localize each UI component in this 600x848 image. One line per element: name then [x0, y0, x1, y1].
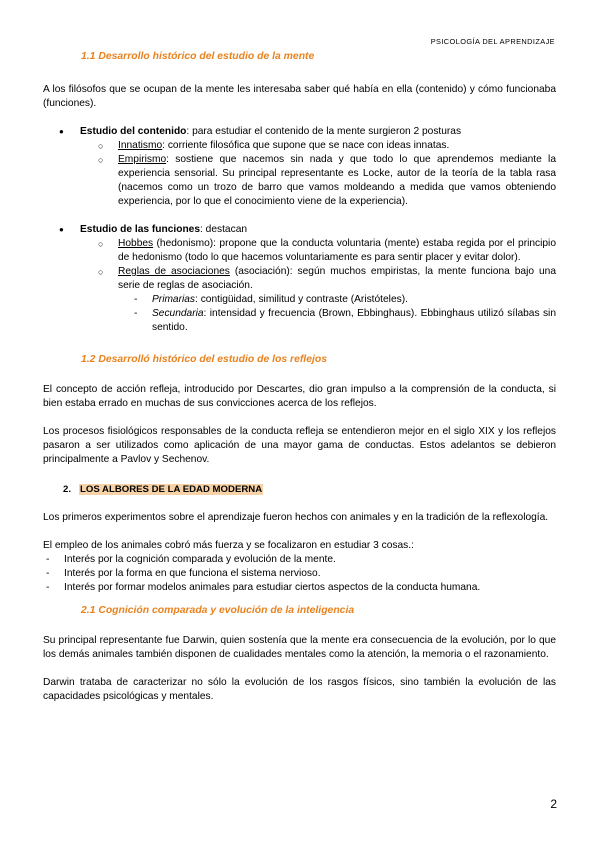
hobbes-term: Hobbes: [118, 238, 154, 249]
running-header: PSICOLOGÍA DEL APRENDIZAJE: [430, 37, 555, 46]
primarias-text: : contigüidad, similitud y contraste (Aristóteles).: [195, 294, 408, 305]
funciones-label: Estudio de las funciones: [80, 224, 201, 235]
section-1-1-title: 1.1 Desarrollo histórico del estudio de la mente: [81, 51, 315, 62]
secundaria-text: : intensidad y frecuencia (Brown, Ebbinghaus). Ebbinghaus utilizó sílabas sin sentido.: [152, 308, 556, 333]
intro-paragraph: A los filósofos que se ocupan de la mente les interesaba saber qué había en ella (contenido) y cómo funcionaba (funciones).: [43, 84, 556, 109]
page-number: 2: [550, 797, 557, 811]
moderna-paragraph-2: El empleo de los animales cobró más fuerza y se focalizaron en estudiar 3 cosas.:: [43, 540, 414, 551]
contenido-text: : para estudiar el contenido de la mente surgieron 2 posturas: [186, 126, 462, 137]
primarias-item: [43, 293, 556, 307]
section-2-heading: LOS ALBORES DE LA EDAD MODERNA: [80, 484, 263, 495]
list-item: - Interés por la forma en que funciona el sistema nervioso.: [43, 567, 556, 581]
innatismo-text: : corriente filosófica que supone que se nace con ideas innatas.: [162, 140, 450, 151]
empirismo-text: : sostiene que nacemos sin nada y que todo lo que aprendemos mediante la experiencia sensorial. Su principal representante es Locke, autor de la teoría de la tabla rasa (nacemos como un trozo de barro que vamos moldeando a medida que vamos obteniendo experiencia, por lo que el conocimiento viene de la experiencia).: [118, 154, 556, 207]
page-content: [43, 50, 556, 704]
funciones-text: : destacan: [200, 224, 248, 235]
section-1-2-title: 1.2 Desarrolló histórico del estudio de los reflejos: [81, 354, 327, 365]
reflejos-paragraph-1: El concepto de acción refleja, introducido por Descartes, dio gran impulso a la comprensión de la conducta, si bien estaba errado en muchas de sus convicciones acerca de los reflejos.: [43, 384, 556, 409]
reglas-item: [43, 265, 556, 293]
darwin-paragraph-2: Darwin trataba de caracterizar no sólo la evolución de los rasgos físicos, sino también la evolución de las capacidades psicológicas y mentales.: [43, 677, 556, 702]
hobbes-text: (hedonismo): propone que la conducta voluntaria (mente) estaba regida por el principio de hedonismo (todo lo que hacemos voluntariamente es para sentir placer y evitar dolor).: [118, 238, 556, 263]
reglas-text: (asociación): según muchos empiristas, la mente funciona bajo una serie de reglas de asociación.: [118, 266, 556, 291]
innatismo-term: Innatismo: [118, 140, 163, 151]
innatismo-item: [43, 139, 556, 153]
contenido-list: [43, 125, 556, 209]
list-item: - Interés por la cognición comparada y evolución de la mente.: [43, 553, 556, 567]
section-2-number: 2.: [63, 484, 72, 495]
funciones-list: [43, 223, 556, 335]
darwin-paragraph-1: Su principal representante fue Darwin, quien sostenía que la mente era consecuencia de la evolución, por lo que los demás animales también disponen de cualidades mentales como la atención, la memoria o el razonamiento.: [43, 635, 556, 660]
section-2-title: [63, 483, 556, 497]
list-item: - Interés por formar modelos animales para estudiar ciertos aspectos de la conducta humana.: [43, 581, 556, 595]
empirismo-item: [43, 153, 556, 209]
reglas-term: Reglas de asociaciones: [118, 266, 230, 277]
moderna-paragraph-1: Los primeros experimentos sobre el aprendizaje fueron hechos con animales y en la tradición de la reflexología.: [43, 512, 549, 523]
contenido-label: Estudio del contenido: [80, 126, 187, 137]
contenido-bullet: [43, 125, 556, 139]
secundaria-item: [43, 307, 556, 335]
empirismo-term: Empirismo: [118, 154, 167, 165]
primarias-term: Primarias: [152, 294, 196, 305]
secundaria-term: Secundaria: [152, 308, 204, 319]
section-2-1-title: 2.1 Cognición comparada y evolución de la inteligencia: [81, 605, 355, 616]
funciones-bullet: [43, 223, 556, 237]
moderna-list: [43, 553, 556, 595]
reflejos-paragraph-2: Los procesos fisiológicos responsables de la conducta refleja se entendieron mejor en el siglo XIX y los reflejos pasaron a ser utilizados como aplicación de una mayor gama de conductas. Estos adelantos se debieron principalmente a Pavlov y Sechenov.: [43, 426, 556, 465]
hobbes-item: [43, 237, 556, 265]
